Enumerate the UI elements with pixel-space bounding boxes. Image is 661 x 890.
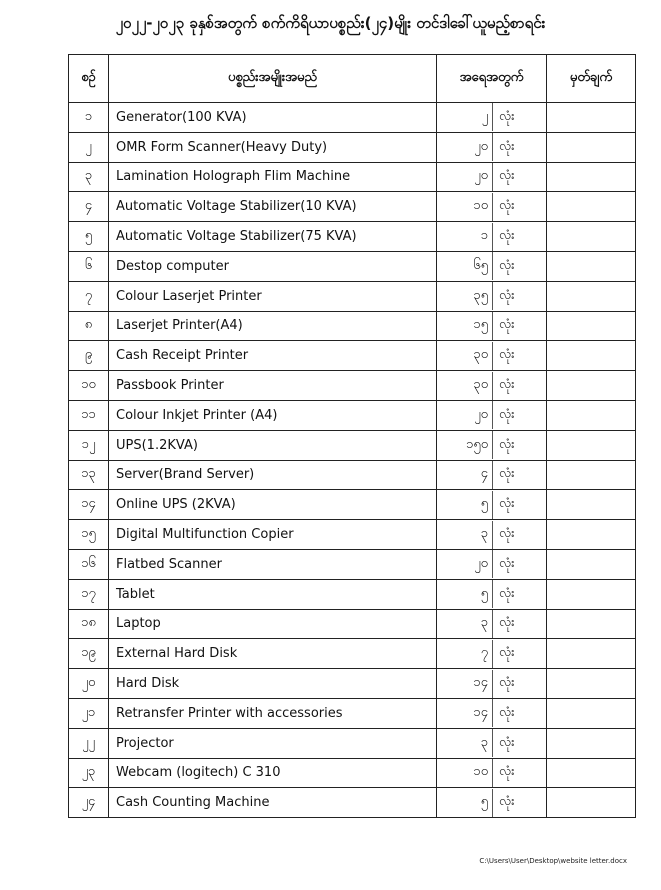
item-name: Retransfer Printer with accessories <box>109 698 437 728</box>
item-name: Colour Laserjet Printer <box>109 281 437 311</box>
item-name: Webcam (logitech) C 310 <box>109 758 437 788</box>
item-name: Laserjet Printer(A4) <box>109 311 437 341</box>
quantity-unit: လုံး <box>499 645 515 661</box>
remarks-cell <box>547 758 636 788</box>
quantity-unit: လုံး <box>499 704 515 720</box>
quantity-cell <box>437 103 547 133</box>
quantity-cell <box>437 639 547 669</box>
quantity-value: ၃၅ <box>473 287 488 303</box>
table-row <box>69 251 636 281</box>
row-number: ၁၂ <box>69 430 109 460</box>
table-row <box>69 162 636 192</box>
table-row <box>69 639 636 669</box>
quantity-cell <box>437 758 547 788</box>
item-name: Tablet <box>109 579 437 609</box>
quantity-value: ၃၀ <box>473 347 488 363</box>
table-row <box>69 132 636 162</box>
quantity-value: ၁၄ <box>473 675 488 691</box>
quantity-cell <box>437 311 547 341</box>
row-number: ၁၁ <box>69 400 109 430</box>
quantity-cell <box>437 251 547 281</box>
remarks-cell <box>547 281 636 311</box>
quantity-value: ၃ <box>480 615 488 631</box>
quantity-unit: လုံး <box>499 287 515 303</box>
quantity-cell <box>437 549 547 579</box>
row-number: ၄ <box>69 192 109 222</box>
quantity-cell <box>437 728 547 758</box>
table-row <box>69 371 636 401</box>
table-row <box>69 460 636 490</box>
table-row <box>69 400 636 430</box>
item-name: UPS(1.2KVA) <box>109 430 437 460</box>
quantity-unit: လုံး <box>499 555 515 571</box>
row-number: ၁၇ <box>69 579 109 609</box>
item-name: Automatic Voltage Stabilizer(75 KVA) <box>109 222 437 252</box>
table-row <box>69 579 636 609</box>
quantity-value: ၃ <box>480 734 488 750</box>
table-row <box>69 669 636 699</box>
quantity-value: ၁ <box>480 228 488 244</box>
table-row <box>69 192 636 222</box>
item-name: Flatbed Scanner <box>109 549 437 579</box>
remarks-cell <box>547 251 636 281</box>
table-row <box>69 281 636 311</box>
equipment-table <box>68 54 636 818</box>
quantity-value: ၁၀ <box>473 764 488 780</box>
quantity-unit: လုံး <box>499 764 515 780</box>
quantity-value: ၂၀ <box>474 168 488 184</box>
quantity-unit: လုံး <box>499 317 515 333</box>
item-name: Generator(100 KVA) <box>109 103 437 133</box>
row-number: ၁၄ <box>69 490 109 520</box>
quantity-unit: လုံး <box>499 794 515 810</box>
quantity-value: ၁၄ <box>473 704 488 720</box>
quantity-value: ၆၅ <box>473 257 488 273</box>
quantity-unit: လုံး <box>499 466 515 482</box>
item-name: OMR Form Scanner(Heavy Duty) <box>109 132 437 162</box>
row-number: ၂၀ <box>69 669 109 699</box>
table-row <box>69 758 636 788</box>
row-number: ၅ <box>69 222 109 252</box>
quantity-value: ၅ <box>480 496 488 512</box>
row-number: ၁၆ <box>69 549 109 579</box>
remarks-cell <box>547 192 636 222</box>
quantity-value: ၇ <box>480 645 488 661</box>
table-row <box>69 430 636 460</box>
table-row <box>69 698 636 728</box>
row-number: ၂၁ <box>69 698 109 728</box>
item-name: Laptop <box>109 609 437 639</box>
table-row <box>69 520 636 550</box>
row-number: ၁ <box>69 103 109 133</box>
quantity-value: ၃၀ <box>473 377 488 393</box>
row-number: ၉ <box>69 341 109 371</box>
item-name: Projector <box>109 728 437 758</box>
row-number: ၃ <box>69 162 109 192</box>
remarks-cell <box>547 371 636 401</box>
table-row <box>69 311 636 341</box>
table-row <box>69 341 636 371</box>
quantity-unit: လုံး <box>499 347 515 363</box>
quantity-cell <box>437 371 547 401</box>
row-number: ၁၀ <box>69 371 109 401</box>
row-number: ၂၂ <box>69 728 109 758</box>
item-name: Server(Brand Server) <box>109 460 437 490</box>
quantity-unit: လုံး <box>499 198 515 214</box>
quantity-value: ၃ <box>480 526 488 542</box>
quantity-unit: လုံး <box>499 496 515 512</box>
item-name: Cash Counting Machine <box>109 788 437 818</box>
row-number: ၁၃ <box>69 460 109 490</box>
file-path-footer: C:\Users\User\Desktop\website letter.docx <box>479 857 627 865</box>
remarks-cell <box>547 788 636 818</box>
row-number: ၇ <box>69 281 109 311</box>
item-name: Digital Multifunction Copier <box>109 520 437 550</box>
quantity-cell <box>437 669 547 699</box>
row-number: ၂ <box>69 132 109 162</box>
quantity-value: ၅ <box>480 585 488 601</box>
header-item-name: ပစ္စည်းအမျိုးအမည် <box>109 55 437 103</box>
table-row <box>69 609 636 639</box>
remarks-cell <box>547 609 636 639</box>
quantity-value: ၂၀ <box>474 406 488 422</box>
quantity-cell <box>437 698 547 728</box>
item-name: Automatic Voltage Stabilizer(10 KVA) <box>109 192 437 222</box>
item-name: Lamination Holograph Flim Machine <box>109 162 437 192</box>
quantity-unit: လုံး <box>499 138 515 154</box>
remarks-cell <box>547 549 636 579</box>
quantity-unit: လုံး <box>499 526 515 542</box>
item-name: Destop computer <box>109 251 437 281</box>
quantity-cell <box>437 222 547 252</box>
remarks-cell <box>547 400 636 430</box>
remarks-cell <box>547 639 636 669</box>
table-row <box>69 549 636 579</box>
quantity-cell <box>437 579 547 609</box>
quantity-unit: လုံး <box>499 168 515 184</box>
table-row <box>69 490 636 520</box>
quantity-cell <box>437 132 547 162</box>
row-number: ၂၄ <box>69 788 109 818</box>
table-row <box>69 728 636 758</box>
remarks-cell <box>547 669 636 699</box>
item-name: External Hard Disk <box>109 639 437 669</box>
quantity-cell <box>437 430 547 460</box>
quantity-cell <box>437 490 547 520</box>
header-no: စဉ် <box>69 55 109 103</box>
quantity-value: ၅ <box>480 794 488 810</box>
item-name: Passbook Printer <box>109 371 437 401</box>
table-row <box>69 222 636 252</box>
remarks-cell <box>547 311 636 341</box>
remarks-cell <box>547 490 636 520</box>
quantity-value: ၁၅ <box>473 317 488 333</box>
quantity-unit: လုံး <box>499 377 515 393</box>
quantity-value: ၄ <box>480 466 488 482</box>
quantity-cell <box>437 400 547 430</box>
remarks-cell <box>547 341 636 371</box>
quantity-unit: လုံး <box>499 108 515 124</box>
quantity-cell <box>437 609 547 639</box>
header-quantity: အရေအတွက် <box>437 55 547 103</box>
row-number: ၂၃ <box>69 758 109 788</box>
quantity-cell <box>437 162 547 192</box>
remarks-cell <box>547 132 636 162</box>
item-name: Online UPS (2KVA) <box>109 490 437 520</box>
table-body <box>69 103 636 818</box>
row-number: ၁၉ <box>69 639 109 669</box>
table-row <box>69 788 636 818</box>
item-name: Cash Receipt Printer <box>109 341 437 371</box>
quantity-cell <box>437 460 547 490</box>
table-row <box>69 103 636 133</box>
quantity-value: ၁၀ <box>473 198 488 214</box>
quantity-unit: လုံး <box>499 228 515 244</box>
remarks-cell <box>547 460 636 490</box>
item-name: Colour Inkjet Printer (A4) <box>109 400 437 430</box>
remarks-cell <box>547 430 636 460</box>
quantity-unit: လုံး <box>499 734 515 750</box>
quantity-unit: လုံး <box>499 615 515 631</box>
table-header-row <box>69 55 636 103</box>
quantity-unit: လုံး <box>499 436 515 452</box>
quantity-cell <box>437 341 547 371</box>
remarks-cell <box>547 103 636 133</box>
quantity-cell <box>437 281 547 311</box>
quantity-value: ၂၀ <box>474 555 488 571</box>
quantity-unit: လုံး <box>499 585 515 601</box>
quantity-cell <box>437 788 547 818</box>
remarks-cell <box>547 579 636 609</box>
quantity-cell <box>437 520 547 550</box>
remarks-cell <box>547 222 636 252</box>
row-number: ၈ <box>69 311 109 341</box>
quantity-value: ၂၀ <box>474 138 488 154</box>
header-remarks: မှတ်ချက် <box>547 55 636 103</box>
remarks-cell <box>547 162 636 192</box>
remarks-cell <box>547 520 636 550</box>
quantity-value: ၁၅၀ <box>466 436 488 452</box>
row-number: ၁၅ <box>69 520 109 550</box>
quantity-unit: လုံး <box>499 675 515 691</box>
document-title: ၂၀၂၂-၂၀၂၃ ခုနှစ်အတွက် စက်ကိရိယာပစ္စည်း(၂၄)မျိုး တင်ဒါခေါ်ယူမည့်စာရင်း <box>115 14 546 32</box>
row-number: ၆ <box>69 251 109 281</box>
quantity-unit: လုံး <box>499 257 515 273</box>
item-name: Hard Disk <box>109 669 437 699</box>
quantity-unit: လုံး <box>499 406 515 422</box>
remarks-cell <box>547 698 636 728</box>
quantity-cell <box>437 192 547 222</box>
quantity-value: ၂ <box>481 108 488 124</box>
remarks-cell <box>547 728 636 758</box>
row-number: ၁၈ <box>69 609 109 639</box>
